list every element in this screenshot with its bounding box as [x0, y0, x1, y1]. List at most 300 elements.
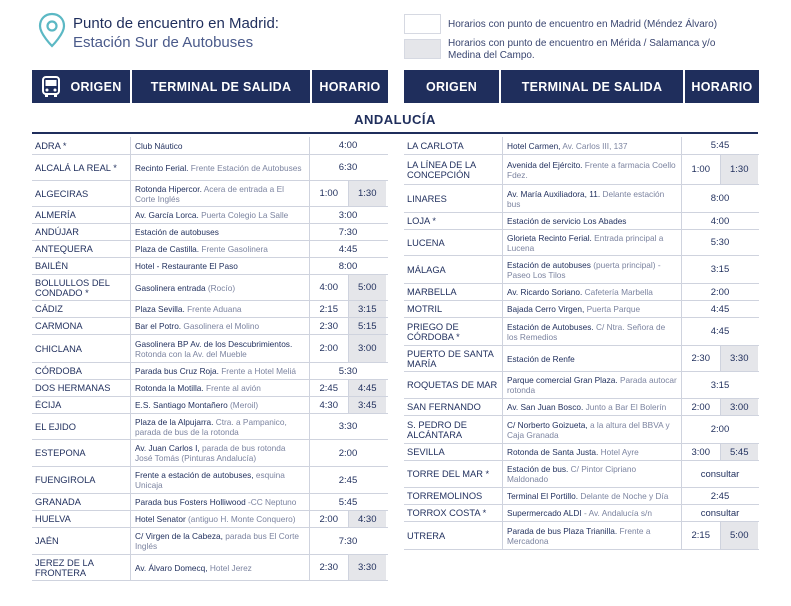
madrid-time: 2:45 — [319, 382, 338, 394]
terminal-name: Glorieta Recinto Ferial. — [507, 232, 592, 243]
origin-cell: HUELVA — [32, 511, 131, 527]
madrid-time: 2:30 — [319, 562, 338, 573]
origin-cell: LINARES — [404, 185, 503, 212]
schedule-cell — [682, 155, 758, 184]
terminal-text — [135, 321, 259, 331]
terminal-detail: Frente a Hotel Meliá — [218, 366, 296, 376]
origin-cell: TORROX COSTA * — [404, 505, 503, 521]
madrid-time: 5:30 — [338, 365, 358, 377]
terminal-detail: Frente a farmacia Coello Fdez. — [507, 159, 676, 180]
table-row — [404, 301, 759, 318]
table-row — [32, 528, 388, 555]
merida-time: 1:30 — [720, 155, 759, 184]
terminal-detail: esquina Unicaja — [135, 470, 285, 490]
schedule-cell — [682, 346, 758, 371]
origin-cell: LA LÍNEA DE LA CONCEPCIÓN — [404, 155, 503, 184]
table-row — [32, 241, 388, 258]
terminal-name: Supermercado ALDI — [507, 508, 582, 518]
merida-time: 3:00 — [348, 335, 387, 362]
terminal-name: Av. Álvaro Domecq, — [135, 562, 208, 573]
table-row — [32, 397, 388, 414]
bus-icon — [40, 76, 62, 98]
terminal-text — [507, 420, 677, 440]
terminal-text — [135, 227, 219, 237]
terminal-name: Rotonda de Santa Justa. — [507, 447, 599, 457]
madrid-time: 4:45 — [338, 243, 358, 255]
schedule-cell — [310, 397, 386, 413]
origin-cell: ESTEPONA — [32, 440, 131, 466]
terminal-cell — [131, 528, 310, 554]
terminal-detail: a la altura del BBVA y Caja Granada — [507, 419, 670, 440]
terminal-name: Frente a estación de autobuses, — [135, 470, 254, 480]
terminal-text — [135, 383, 261, 393]
terminal-cell — [503, 256, 682, 283]
table-row — [404, 461, 759, 488]
schedule-cell — [310, 467, 386, 493]
schedule-cell — [310, 363, 386, 379]
terminal-cell — [503, 318, 682, 345]
terminal-text — [135, 304, 242, 314]
terminal-text — [507, 260, 677, 280]
terminal-detail: Entrada principal a Lucena — [507, 232, 664, 253]
schedule-table-right — [404, 137, 759, 550]
column-terminal: TERMINAL DE SALIDA — [501, 70, 685, 103]
table-row — [404, 416, 759, 444]
terminal-text — [135, 141, 183, 151]
terminal-detail: Parada autocar rotonda — [507, 375, 677, 395]
terminal-detail: -CC Neptuno — [245, 497, 297, 507]
schedule-table-left — [32, 137, 388, 581]
terminal-text — [507, 216, 626, 226]
madrid-time: consultar — [700, 507, 740, 519]
terminal-name: Plaza Sevilla. — [135, 304, 185, 314]
terminal-cell — [131, 181, 310, 206]
terminal-cell — [131, 467, 310, 493]
origin-cell: JAÉN — [32, 528, 131, 554]
schedule-cell — [310, 241, 386, 257]
madrid-time: 2:00 — [319, 343, 338, 354]
table-row — [32, 207, 388, 224]
origin-cell: ANTEQUERA — [32, 241, 131, 257]
terminal-name: Parada bus Fosters Holliwood — [135, 497, 246, 507]
table-row — [32, 224, 388, 241]
origin-cell: BAILÉN — [32, 258, 131, 274]
terminal-cell — [503, 301, 682, 317]
origin-cell: CHICLANA — [32, 335, 131, 362]
meeting-point-subtitle: Estación Sur de Autobuses — [73, 34, 254, 51]
origin-cell: MÁLAGA — [404, 256, 503, 283]
schedule-cell — [682, 185, 758, 212]
terminal-cell — [503, 372, 682, 398]
terminal-detail: C/ Pintor Cipriano Maldonado — [507, 464, 637, 484]
terminal-cell — [503, 284, 682, 300]
schedule-cell — [310, 380, 386, 396]
terminal-text — [135, 400, 258, 410]
terminal-cell — [131, 258, 310, 274]
madrid-time: 3:15 — [710, 264, 730, 275]
terminal-detail: Puerta Parque — [584, 304, 641, 314]
terminal-name: Estación de Autobuses. — [507, 321, 594, 332]
schedule-cell — [682, 318, 758, 345]
merida-time: 4:30 — [348, 511, 387, 527]
madrid-time: 5:45 — [710, 140, 730, 151]
terminal-name: E.S. Santiago Montañero — [135, 400, 228, 410]
terminal-name: Estación de autobuses — [135, 227, 219, 237]
schedule-cell — [310, 440, 386, 466]
terminal-detail: Acera de entrada a El Corte Inglés — [135, 183, 284, 204]
terminal-cell — [131, 241, 310, 257]
terminal-name: Rotonda Hipercor. — [135, 183, 202, 194]
schedule-cell — [682, 230, 758, 255]
terminal-text — [135, 244, 268, 254]
terminal-name: Hotel - Restaurante El Paso — [135, 261, 238, 271]
madrid-time: 4:30 — [319, 399, 338, 411]
terminal-detail: (antiguo H. Monte Conquero) — [185, 514, 296, 524]
terminal-cell — [503, 346, 682, 371]
schedule-cell — [310, 414, 386, 439]
column-origin: ORIGEN — [404, 70, 501, 103]
terminal-text — [507, 375, 677, 395]
terminal-detail: Gasolinera el Molino — [181, 321, 260, 331]
schedule-cell — [682, 213, 758, 229]
column-terminal: TERMINAL DE SALIDA — [132, 70, 312, 103]
terminal-text — [135, 283, 235, 293]
origin-cell: ROQUETAS DE MAR — [404, 372, 503, 398]
terminal-text — [135, 210, 288, 220]
madrid-time: 4:00 — [338, 140, 358, 151]
terminal-cell — [131, 440, 310, 466]
schedule-cell — [682, 372, 758, 398]
origin-cell: FUENGIROLA — [32, 467, 131, 493]
madrid-time: 5:30 — [710, 237, 730, 248]
table-row — [404, 522, 759, 550]
table-row — [404, 318, 759, 346]
terminal-name: Avenida del Ejército. — [507, 159, 583, 170]
table-row — [32, 335, 388, 363]
merida-time: 3:15 — [348, 301, 387, 317]
schedule-cell — [682, 416, 758, 443]
terminal-cell — [503, 230, 682, 255]
origin-cell: JEREZ DE LA FRONTERA — [32, 555, 131, 580]
terminal-text — [135, 563, 252, 573]
terminal-cell — [503, 213, 682, 229]
terminal-name: Club Náutico — [135, 140, 183, 151]
table-row — [32, 555, 388, 581]
terminal-detail: parada bus El Corte Inglés — [135, 531, 300, 551]
merida-time: 5:00 — [348, 275, 387, 300]
terminal-cell — [503, 416, 682, 443]
terminal-name: Rotonda la Motilla. — [135, 383, 204, 393]
column-schedule: HORARIO — [685, 70, 759, 103]
madrid-time: 2:30 — [319, 320, 338, 332]
table-row — [404, 137, 759, 155]
terminal-name: Bajada Cerro Virgen, — [507, 304, 585, 314]
schedule-cell — [682, 301, 758, 317]
terminal-detail: (Rocío) — [205, 282, 236, 293]
origin-cell: MARBELLA — [404, 284, 503, 300]
schedule-cell — [682, 137, 758, 154]
terminal-detail: Hotel Ayre — [598, 447, 639, 457]
merida-time: 3:00 — [720, 399, 759, 415]
terminal-cell — [131, 275, 310, 300]
origin-cell: PRIEGO DE CÓRDOBA * — [404, 318, 503, 345]
madrid-time: 6:30 — [338, 162, 358, 173]
terminal-text — [135, 184, 305, 204]
terminal-name: Hotel Carmen, — [507, 140, 561, 151]
terminal-text — [507, 491, 668, 501]
schedule-cell — [310, 511, 386, 527]
madrid-time: 2:00 — [319, 513, 338, 525]
terminal-detail: Delante de Noche y Día — [578, 491, 669, 501]
terminal-detail: Delante estación bus — [507, 188, 665, 209]
madrid-time: consultar — [700, 468, 740, 480]
terminal-detail: Hotel Jerez — [207, 562, 252, 573]
madrid-time: 8:00 — [710, 193, 730, 204]
madrid-time: 2:30 — [691, 353, 710, 364]
schedule-cell — [310, 181, 386, 206]
terminal-detail: - Av. Andalucía s/n — [581, 508, 652, 518]
terminal-name: C/ Norberto Goizueta, — [507, 419, 588, 430]
terminal-text — [507, 233, 677, 253]
origin-cell: SAN FERNANDO — [404, 399, 503, 415]
madrid-time: 2:15 — [691, 530, 710, 541]
terminal-detail: Av. Carlos III, 137 — [560, 140, 628, 151]
terminal-detail: C/ Ntra. Señora de los Remedios — [507, 321, 666, 342]
terminal-text — [135, 443, 305, 463]
schedule-cell — [310, 155, 386, 180]
madrid-time: 4:00 — [710, 215, 730, 227]
origin-cell: SEVILLA — [404, 444, 503, 460]
terminal-cell — [131, 397, 310, 413]
terminal-cell — [503, 155, 682, 184]
terminal-text — [507, 447, 639, 457]
terminal-detail: Frente Estación de Autobuses — [188, 162, 302, 173]
map-pin-icon — [38, 12, 66, 48]
table-row — [32, 467, 388, 494]
table-row — [32, 137, 388, 155]
legend-madrid: Horarios con punto de encuentro en Madrid (Méndez Álvaro) — [448, 19, 718, 30]
column-origin: ORIGEN — [32, 70, 132, 103]
table-row — [32, 380, 388, 397]
table-row — [32, 155, 388, 181]
terminal-detail: Frente Gasolinera — [199, 244, 268, 254]
terminal-cell — [131, 207, 310, 223]
terminal-text — [507, 141, 628, 151]
terminal-cell — [131, 137, 310, 154]
terminal-cell — [131, 494, 310, 510]
page-title — [73, 14, 279, 52]
schedule-cell — [310, 207, 386, 223]
terminal-cell — [503, 399, 682, 415]
madrid-time: 7:30 — [338, 226, 358, 238]
table-row — [32, 181, 388, 207]
terminal-cell — [131, 555, 310, 580]
legend-swatch-merida — [404, 39, 441, 59]
terminal-name: Estación de Renfe — [507, 353, 575, 364]
origin-cell: EL EJIDO — [32, 414, 131, 439]
terminal-cell — [503, 137, 682, 154]
terminal-detail: Frente a Mercadona — [507, 525, 651, 546]
schedule-cell — [682, 488, 758, 504]
origin-cell: TORRE DEL MAR * — [404, 461, 503, 487]
column-schedule: HORARIO — [312, 70, 388, 103]
origin-cell: ALCALÁ LA REAL * — [32, 155, 131, 180]
table-header-right — [404, 70, 759, 103]
merida-time: 3:30 — [348, 555, 387, 580]
table-row — [404, 372, 759, 399]
origin-cell: ÉCIJA — [32, 397, 131, 413]
terminal-name: Terminal El Portillo. — [507, 491, 579, 501]
terminal-name: Estación de autobuses — [507, 259, 591, 270]
origin-cell: CARMONA — [32, 318, 131, 334]
origin-cell: UTRERA — [404, 522, 503, 549]
origin-cell: TORREMOLINOS — [404, 488, 503, 504]
terminal-cell — [131, 363, 310, 379]
schedule-cell — [682, 399, 758, 415]
terminal-name: Av. María Auxiliadora, 11. — [507, 188, 601, 199]
table-row — [32, 511, 388, 528]
merida-time: 1:30 — [348, 181, 387, 206]
table-row — [32, 258, 388, 275]
schedule-cell — [682, 284, 758, 300]
terminal-detail: Junto a Bar El Bolerín — [583, 402, 667, 412]
madrid-time: 5:45 — [338, 496, 358, 508]
terminal-name: Gasolinera entrada — [135, 282, 206, 293]
table-row — [404, 284, 759, 301]
terminal-detail: Cafetería Marbella — [582, 287, 653, 297]
terminal-text — [507, 402, 666, 412]
schedule-cell — [682, 522, 758, 549]
origin-cell: BOLLULLOS DEL CONDADO * — [32, 275, 131, 300]
terminal-text — [135, 261, 238, 271]
merida-time: 5:00 — [720, 522, 759, 549]
madrid-time: 1:00 — [691, 164, 710, 175]
madrid-time: 2:45 — [338, 474, 358, 486]
table-row — [404, 505, 759, 522]
terminal-detail: Rotonda con la Av. del Mueble — [135, 348, 247, 359]
terminal-name: Av. Ricardo Soriano. — [507, 287, 583, 297]
origin-cell: LOJA * — [404, 213, 503, 229]
table-row — [32, 301, 388, 318]
origin-cell: LUCENA — [404, 230, 503, 255]
madrid-time: 1:00 — [319, 188, 338, 199]
terminal-detail: Frente Aduana — [184, 304, 242, 314]
schedule-cell — [310, 528, 386, 554]
terminal-cell — [131, 224, 310, 240]
terminal-text — [507, 464, 677, 484]
table-header-left — [32, 70, 388, 103]
madrid-time: 3:30 — [338, 421, 358, 432]
schedule-cell — [682, 461, 758, 487]
madrid-time: 2:45 — [710, 490, 730, 502]
madrid-time: 2:00 — [691, 401, 710, 413]
schedule-cell — [310, 555, 386, 580]
origin-cell: LA CARLOTA — [404, 137, 503, 154]
madrid-time: 3:15 — [710, 379, 730, 391]
schedule-cell — [682, 505, 758, 521]
origin-cell: ALGECIRAS — [32, 181, 131, 206]
terminal-name: Parque comercial Gran Plaza. — [507, 375, 618, 385]
terminal-cell — [131, 414, 310, 439]
terminal-detail: parada de bus rotonda José Tomás (Pinturas Andalucía) — [135, 443, 286, 463]
terminal-name: Gasolinera BP Av. de los Descubrimientos. — [135, 338, 293, 349]
madrid-time: 4:45 — [710, 303, 730, 315]
origin-cell: PUERTO DE SANTA MARÍA — [404, 346, 503, 371]
madrid-time: 2:00 — [710, 286, 730, 298]
origin-cell: ADRA * — [32, 137, 131, 154]
origin-cell: ALMERÍA — [32, 207, 131, 223]
madrid-time: 3:00 — [691, 446, 710, 458]
madrid-time: 3:00 — [338, 209, 358, 221]
terminal-text — [507, 354, 575, 364]
table-row — [32, 494, 388, 511]
terminal-text — [135, 163, 302, 173]
merida-time: 5:45 — [720, 444, 759, 460]
terminal-cell — [131, 155, 310, 180]
terminal-name: Av. San Juan Bosco. — [507, 402, 584, 412]
merida-time: 3:30 — [720, 346, 759, 371]
terminal-cell — [131, 380, 310, 396]
terminal-cell — [503, 185, 682, 212]
table-row — [404, 346, 759, 372]
region-heading: ANDALUCÍA — [32, 112, 758, 134]
terminal-text — [507, 189, 677, 209]
meeting-point-title: Punto de encuentro en Madrid: — [73, 15, 279, 32]
origin-cell: MOTRIL — [404, 301, 503, 317]
terminal-text — [507, 160, 677, 180]
origin-cell: CÓRDOBA — [32, 363, 131, 379]
table-row — [404, 155, 759, 185]
table-row — [32, 440, 388, 467]
table-row — [32, 275, 388, 301]
madrid-time: 4:45 — [710, 326, 730, 337]
terminal-text — [507, 508, 652, 518]
terminal-name: Av. Juan Carlos I, — [135, 443, 200, 453]
terminal-cell — [131, 335, 310, 362]
terminal-text — [135, 470, 305, 490]
terminal-name: Estación de servicio Los Abades — [507, 216, 627, 226]
merida-time: 4:45 — [348, 380, 387, 396]
madrid-time: 2:00 — [710, 424, 730, 435]
terminal-cell — [503, 505, 682, 521]
terminal-detail: Ctra. a Pampanico, parada de bus de la rotonda — [135, 416, 287, 437]
origin-cell: S. PEDRO DE ALCÁNTARA — [404, 416, 503, 443]
terminal-text — [507, 287, 653, 297]
schedule-cell — [310, 318, 386, 334]
legend-merida: Horarios con punto de encuentro en Mérida / Salamanca y/o Medina del Campo. — [448, 38, 716, 61]
table-row — [404, 399, 759, 416]
origin-cell: CÁDIZ — [32, 301, 131, 317]
terminal-text — [135, 366, 296, 376]
merida-time: 3:45 — [348, 397, 387, 413]
terminal-text — [507, 322, 677, 342]
terminal-name: Recinto Ferial. — [135, 162, 189, 173]
merida-time: 5:15 — [348, 318, 387, 334]
table-row — [404, 185, 759, 213]
table-row — [404, 444, 759, 461]
origin-cell: DOS HERMANAS — [32, 380, 131, 396]
table-row — [32, 318, 388, 335]
schedule-cell — [310, 258, 386, 274]
terminal-cell — [131, 318, 310, 334]
terminal-name: C/ Virgen de la Cabeza, — [135, 531, 223, 541]
terminal-text — [135, 417, 305, 437]
table-row — [32, 363, 388, 380]
terminal-name: Estación de bus. — [507, 464, 569, 474]
table-row — [404, 488, 759, 505]
schedule-cell — [310, 301, 386, 317]
terminal-name: Plaza de la Alpujarra. — [135, 416, 214, 427]
